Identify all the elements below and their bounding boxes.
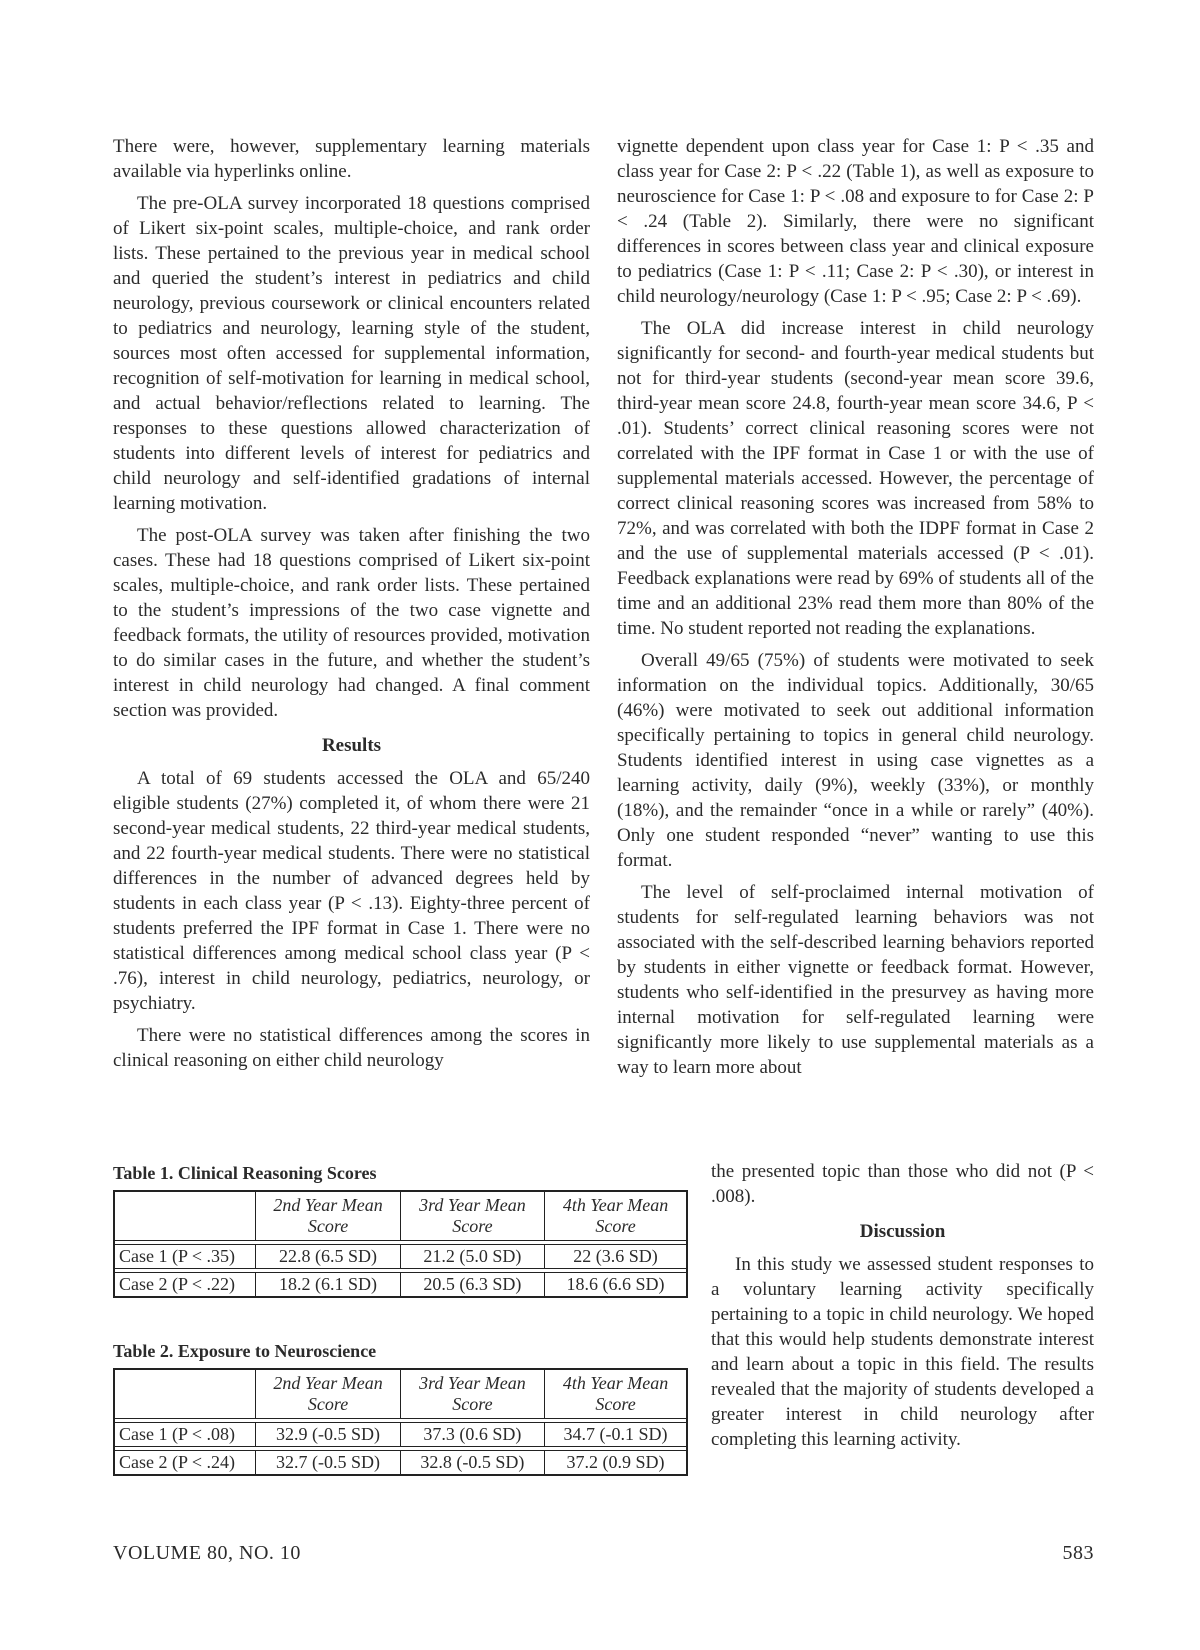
table-cell: 18.6 (6.6 SD) — [545, 1273, 687, 1298]
right-column — [617, 134, 1094, 1087]
table-cell: 22.8 (6.5 SD) — [256, 1245, 400, 1269]
table-cell: 22 (3.6 SD) — [545, 1245, 687, 1269]
table-header: 2nd Year Mean Score — [256, 1369, 400, 1419]
table-cell: 34.7 (-0.1 SD) — [545, 1423, 687, 1447]
paragraph: The level of self-proclaimed internal motivation of students for self-regulated learning behaviors was not associated with the self-described learning behaviors reported by students in either vignette or feedback format. However, students who self-identified in the presurvey as having more internal motivation for self-regulated learning were significantly more likely to use supplemental materials as a way to learn more about — [617, 882, 1094, 1078]
table-header: 4th Year Mean Score — [545, 1191, 687, 1241]
table-header: 2nd Year Mean Score — [256, 1191, 400, 1241]
results-heading: Results — [321, 735, 382, 756]
paragraph: In this study we assessed student responses to a voluntary learning activity specifically pertaining to a topic in child neurology. We hoped that this would help students demonstrate interest and learn about a topic in this field. The results revealed that the majority of students developed a greater interest in child neurology after completing this learning activity. — [711, 1254, 1094, 1450]
paragraph: There were, however, supplementary learning materials available via hyperlinks online. — [113, 136, 590, 182]
paragraph: Overall 49/65 (75%) of students were motivated to seek information on the individual topics. Additionally, 30/65 (46%) were motivated to seek out additional information specifically pertaining to topics in general child neurology. Students identified interest in using case vignettes as a learning activity, daily (9%), weekly (33%), or monthly (18%), and the remainder “once in a while or rarely” (40%). Only one student responded “never” wanting to use this format. — [617, 650, 1094, 871]
right-column-lower — [711, 1159, 1094, 1458]
paragraph: The OLA did increase interest in child neurology significantly for second- and fourth-year medical students but not for third-year students (second-year mean score 39.6, third-year mean score 24.8, fourth-year mean score 34.6, P < .01). Students’ correct clinical reasoning scores were not correlated with the IPF format in Case 1 or with the use of supplemental materials accessed. However, the percentage of correct clinical reasoning scores was increased from 58% to 72%, and was correlated with both the IDPF format in Case 2 and the use of supplemental materials accessed (P < .01). Feedback explanations were read by 69% of students all of the time and an additional 23% read them more than 80% of the time. No student reported not reading the explanations. — [617, 318, 1094, 639]
table2 — [113, 1368, 688, 1476]
volume-footer: VOLUME 80, NO. 10 — [113, 1542, 301, 1564]
table-cell: 37.2 (0.9 SD) — [545, 1451, 687, 1476]
table-header: 4th Year Mean Score — [545, 1369, 687, 1419]
table1-title: Table 1. Clinical Reasoning Scores — [113, 1163, 377, 1183]
left-column — [113, 134, 590, 1080]
table-row — [114, 1451, 687, 1476]
table-header: 3rd Year Mean Score — [400, 1191, 544, 1241]
row-label: Case 2 (P < .22) — [114, 1273, 256, 1298]
table-row — [114, 1423, 687, 1447]
row-label: Case 2 (P < .24) — [114, 1451, 256, 1476]
table-cell: 18.2 (6.1 SD) — [256, 1273, 400, 1298]
row-label: Case 1 (P < .08) — [114, 1423, 256, 1447]
row-label: Case 1 (P < .35) — [114, 1245, 256, 1269]
table-cell: 32.8 (-0.5 SD) — [400, 1451, 544, 1476]
table2-title: Table 2. Exposure to Neuroscience — [113, 1341, 377, 1361]
table-cell: 32.7 (-0.5 SD) — [256, 1451, 400, 1476]
table-header-row — [114, 1369, 687, 1419]
paragraph: the presented topic than those who did not (P < .008). — [711, 1161, 1094, 1207]
table-header: 3rd Year Mean Score — [400, 1369, 544, 1419]
table-header-row — [114, 1191, 687, 1241]
paragraph: vignette dependent upon class year for Case 1: P < .35 and class year for Case 2: P < .22 (Table 1), as well as exposure to neuroscience for Case 1: P < .08 and exposure to for Case 2: P < .24 (Table 2). Similarly, there were no significant differences in scores between class year and clinical exposure to pediatrics (Case 1: P < .11; Case 2: P < .30), or interest in child neurology/neurology (Case 1: P < .95; Case 2: P < .69). — [617, 136, 1094, 307]
paragraph: The pre-OLA survey incorporated 18 questions comprised of Likert six-point scales, multiple-choice, and rank order lists. These pertained to the previous year in medical school and queried the student’s interest in pediatrics and child neurology, previous coursework or clinical encounters related to pediatrics and neurology, learning style of the student, sources most often accessed for supplemental information, recognition of self-motivation for learning in medical school, and actual behavior/reflections related to learning. The responses to these questions allowed characterization of students into different levels of interest for pediatrics and child neurology and self-identified gradations of internal learning motivation. — [113, 193, 590, 514]
table1 — [113, 1190, 688, 1298]
table-cell: 20.5 (6.3 SD) — [400, 1273, 544, 1298]
table-row — [114, 1245, 687, 1269]
paragraph: There were no statistical differences among the scores in clinical reasoning on either child neurology — [113, 1025, 590, 1071]
paragraph: The post-OLA survey was taken after finishing the two cases. These had 18 questions comprised of Likert six-point scales, multiple-choice, and rank order lists. These pertained to the student’s impressions of the two case vignette and feedback formats, the utility of resources provided, motivation to do similar cases in the future, and whether the student’s interest in child neurology had changed. A final comment section was provided. — [113, 525, 590, 721]
table-header-empty — [114, 1191, 256, 1241]
paragraph: A total of 69 students accessed the OLA and 65/240 eligible students (27%) completed it, of whom there were 21 second-year medical students, 22 third-year medical students, and 22 fourth-year medical students. There were no statistical differences in the number of advanced degrees held by students in each class year (P < .13). Eighty-three percent of students preferred the IPF format in Case 1. There were no statistical differences among medical school class year (P < .76), interest in child neurology, pediatrics, neurology, or psychiatry. — [113, 768, 590, 1014]
page-number: 583 — [1062, 1542, 1094, 1564]
table-header-empty — [114, 1369, 256, 1419]
table-cell: 37.3 (0.6 SD) — [400, 1423, 544, 1447]
table-cell: 32.9 (-0.5 SD) — [256, 1423, 400, 1447]
discussion-heading: Discussion — [859, 1221, 946, 1242]
table-cell: 21.2 (5.0 SD) — [400, 1245, 544, 1269]
table-row — [114, 1273, 687, 1298]
